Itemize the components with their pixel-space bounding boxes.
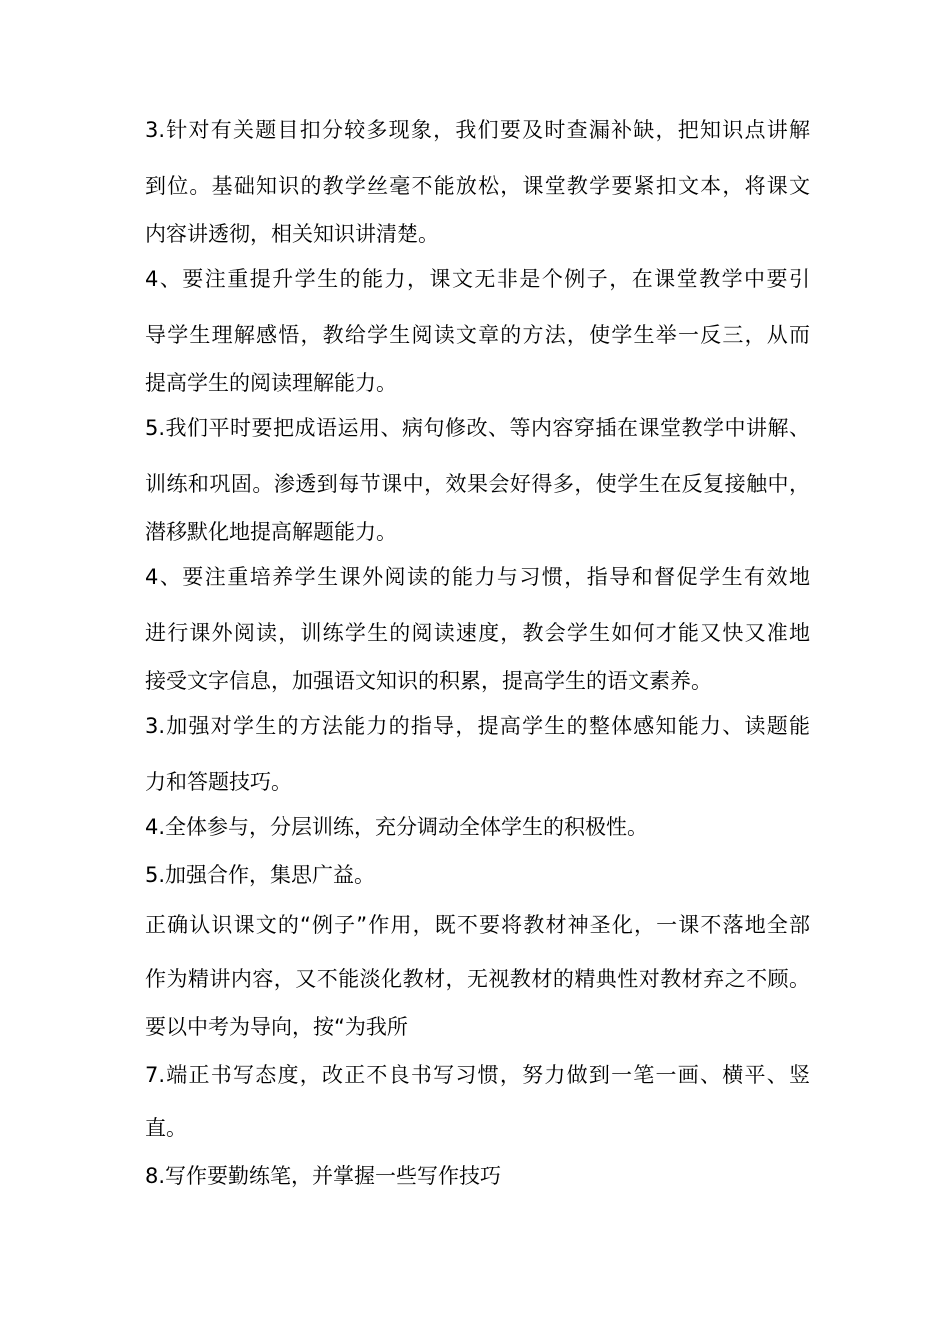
text-line-5: 导学生理解感悟，教给学生阅读文章的方法，使学生举一反三，从而 [145,323,810,347]
text-line-19: 要以中考为导向，按“为我所 [145,1015,408,1039]
text-line-17: 正确认识课文的“例子”作用，既不要将教材神圣化，一课不落地全部 [145,913,810,937]
text-line-20: 7.端正书写态度，改正不良书写习惯，努力做到一笔一画、横平、竖 [145,1063,810,1087]
text-line-4: 4、要注重提升学生的能力，课文无非是个例子，在课堂教学中要引 [145,267,810,291]
text-line-18: 作为精讲内容，又不能淡化教材，无视教材的精典性对教材弃之不顾。 [145,967,810,991]
text-line-9: 潜移默化地提高解题能力。 [145,520,397,544]
text-line-2: 到位。基础知识的教学丝毫不能放松，课堂教学要紧扣文本，将课文 [145,174,810,198]
text-line-3: 内容讲透彻，相关知识讲清楚。 [145,222,439,246]
text-line-12: 接受文字信息，加强语文知识的积累，提高学生的语文素养。 [145,669,712,693]
text-line-16: 5.加强合作，集思广益。 [145,863,376,887]
text-line-7: 5.我们平时要把成语运用、病句修改、等内容穿插在课堂教学中讲解、 [145,416,810,440]
text-line-10: 4、要注重培养学生课外阅读的能力与习惯，指导和督促学生有效地 [145,565,810,589]
text-line-6: 提高学生的阅读理解能力。 [145,371,397,395]
text-line-8: 训练和巩固。渗透到每节课中，效果会好得多，使学生在反复接触中， [145,472,810,496]
text-line-13: 3.加强对学生的方法能力的指导，提高学生的整体感知能力、读题能 [145,714,810,738]
text-line-11: 进行课外阅读，训练学生的阅读速度，教会学生如何才能又快又准地 [145,621,810,645]
text-line-1: 3.针对有关题目扣分较多现象，我们要及时查漏补缺，把知识点讲解 [145,118,810,142]
text-line-22: 8.写作要勤练笔，并掌握一些写作技巧 [145,1164,502,1188]
text-line-21: 直。 [145,1116,187,1140]
text-line-14: 力和答题技巧。 [145,770,292,794]
text-line-15: 4.全体参与，分层训练，充分调动全体学生的积极性。 [145,815,649,839]
